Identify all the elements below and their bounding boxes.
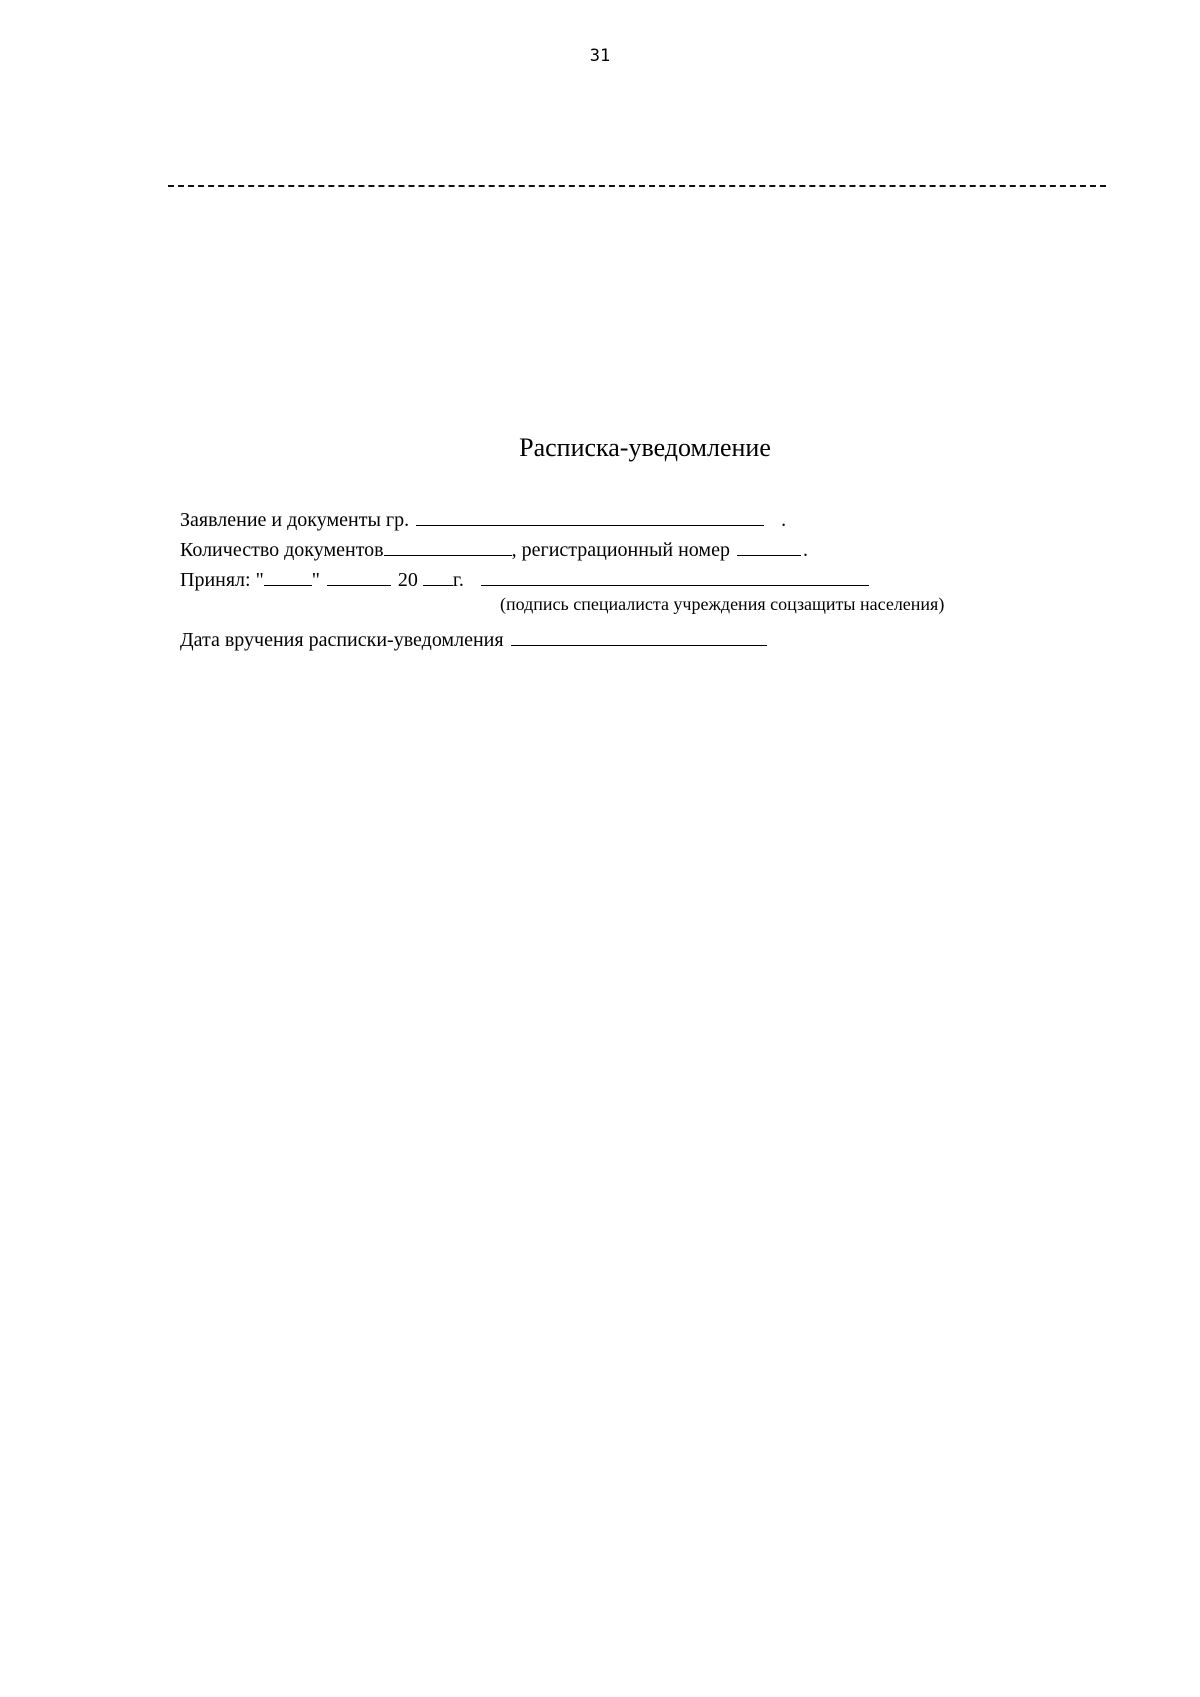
accepted-year-prefix: 20 bbox=[397, 569, 418, 591]
delivery-date-label: Дата вручения расписки-уведомления bbox=[180, 629, 504, 651]
accepted-year-field[interactable] bbox=[423, 567, 453, 586]
documents-count-label: Количество документов bbox=[180, 539, 384, 561]
documents-count-field[interactable] bbox=[384, 537, 512, 556]
signature-caption: (подпись специалиста учреждения соцзащиты населения) bbox=[500, 594, 945, 614]
form-title: Расписка-уведомление bbox=[519, 433, 771, 462]
accepted-month-field[interactable] bbox=[327, 567, 391, 586]
documents-count-line bbox=[180, 537, 808, 562]
registration-number-field[interactable] bbox=[737, 537, 801, 556]
page-number: 31 bbox=[589, 46, 611, 66]
cut-line-divider bbox=[168, 185, 1106, 187]
accepted-label: Принял: " bbox=[180, 569, 264, 591]
delivery-date-field[interactable] bbox=[511, 627, 767, 646]
accepted-day-field[interactable] bbox=[264, 567, 312, 586]
applicant-label: Заявление и документы гр. bbox=[180, 509, 410, 531]
applicant-line bbox=[180, 507, 786, 532]
documents-count-line-end: . bbox=[802, 539, 808, 561]
accepted-quote-close: " bbox=[311, 569, 320, 591]
applicant-line-end: . bbox=[781, 509, 787, 531]
specialist-signature-field[interactable] bbox=[481, 567, 869, 586]
accepted-line bbox=[180, 567, 871, 592]
applicant-name-field[interactable] bbox=[416, 507, 764, 526]
registration-number-label: , регистрационный номер bbox=[511, 539, 730, 561]
accepted-year-suffix: г. bbox=[452, 569, 464, 591]
delivery-date-line bbox=[180, 627, 769, 652]
